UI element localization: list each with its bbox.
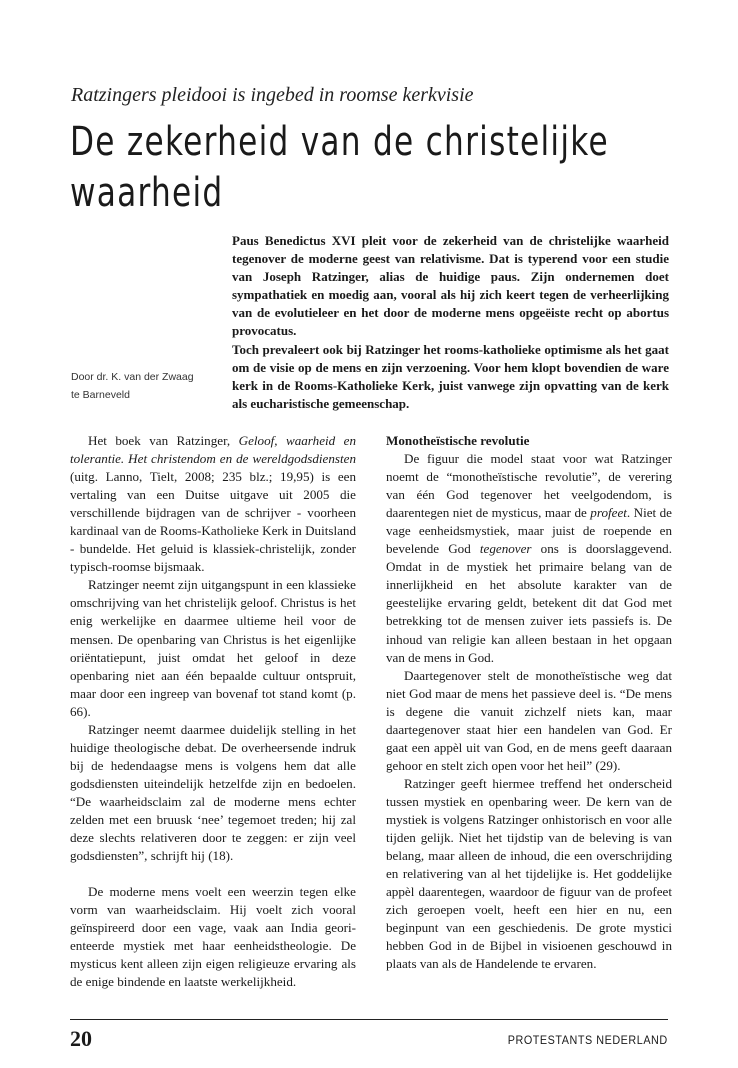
byline-location: te Barneveld: [71, 389, 130, 401]
page-number: 20: [70, 1026, 92, 1051]
body-paragraph: [386, 450, 672, 667]
article-kicker: Ratzingers pleidooi is ingebed in roomse kerkvisie: [71, 84, 474, 106]
text-run: De figuur die model staat voor wat Ratzinger noemt de “monotheïstische revolutie”, de verering van één God tegenover het veelgodendom, is daarentegen niet de mysticus, maar de: [386, 451, 672, 521]
emphasis: tegenover: [479, 541, 532, 557]
body-column-right: [386, 432, 672, 973]
body-paragraph: Ratzinger neemt zijn uitgangspunt in een klassieke omschrijving van het christelijk geloof. Christus is het enig werkelijke en daarmee ultieme heil voor de mensen. De openbaring van Christus is het eigenlijke oriëntatiepunt, juist omdat het geloof in deze openbaring niet aan één bepaalde cultuur ontspruit, maar door een ingreep van bovenaf tot stand komt (p. 66).: [70, 577, 356, 719]
lead-paragraph: Toch prevaleert ook bij Ratzinger het rooms-katholieke optimisme als het gaat om de visie op de mens en zijn verzoening. Voor hem klopt bovendien de ware kerk in de Rooms-Katholieke Kerk, juist vanwege zijn opvatting van de kerk als eucharistische gemeenschap.: [232, 341, 669, 411]
footer-rule: [70, 1019, 668, 1020]
byline-author: Door dr. K. van der Zwaag: [71, 371, 194, 383]
body-paragraph: De moderne mens voelt een weerzin tegen elke vorm van waarheidsclaim. Hij voelt zich vooral geïnspireerd door een vage, vaak aan India georienteerde mystiek met haar eenheidstheologie. De mysticus kent alleen zijn eigen religieuze ervaring als de enige bindende en laatste werkelijkheid.: [70, 884, 356, 990]
text-run: ons is doorslaggevend. Omdat in de mystiek het primaire belang van de innerlijkheid en het absolute karakter van de geestelijke ervaring geldt, betekent dit dat God met betrekking tot de mensen zuiver iets passiefs is. De inhoud van religie kan alleen bestaan in het opgaan van de mens in God.: [386, 541, 673, 665]
text-run: Het boek van Ratzinger,: [88, 433, 239, 448]
book-title: Geloof, waarheid en tolerantie. Het christendom en de wereldgodsdiensten: [70, 433, 356, 467]
body-paragraph: [70, 432, 356, 576]
body-paragraph: Ratzinger neemt daarmee duidelijk stelling in het huidige theologische debat. De overheersende indruk bij de hedendaagse mens is volgens hem dat alle godsdiensten uiteindelijk hetzelfde zijn en bedoelen. “De waarheidsclaim zal de moderne mens echter zelden met een bruusk ‘nee’ tegemoet treden; hij zal deze slechts relativeren door te zeggen: er zijn veel godsdiensten”, schrijft hij (18).: [70, 721, 356, 864]
body-paragraph: Daartegenover stelt de monotheïstische weg dat niet God maar de mens het passieve deel is. “De mens is degene die vanuit zichzelf niets kan, maar daartegenover staat hier een handelen van God. Er gaat een appèl uit van God, en de mens geeft daaraan gehoor en stelt zich open voor het heil” (29).: [386, 667, 672, 773]
text-run: . Niet de vage eenheidsmystiek, maar juist de roepende en bevelende God: [386, 505, 672, 557]
body-paragraph: Ratzinger geeft hiermee treffend het onderscheid tussen mystiek en openbaring weer. De kern van de mystiek is volgens Ratzinger onhistorisch en voor alle tijden gelijk. Niet het tijdstip van de beleving is van belang, maar alleen de inhoud, die een overschrijding en relativering van al het tijdelijke is. Het goddelijke appèl daarentegen, waardoor de figuur van de profeet zich geroepen voelt, heeft een hier en nu, een beginpunt van een geschiedenis. De grote mystici hebben God in de Bijbel in visioenen geschouwd in plaats van als de Handelende te ervaren.: [386, 775, 672, 972]
lead-paragraph: Paus Benedictus XVI pleit voor de zekerheid van de christelijke waarheid tegenover de moderne geest van relativisme. Dat is typerend voor een studie van Joseph Ratzinger, alias de huidige paus. Zijn ondernemen doet sympathatiek en moedig aan, vooral als hij zich keert tegen de verheerlijking van de evolutieleer en het door de moderne mens opgeëiste recht op abortus provocatus.: [232, 233, 669, 339]
magazine-name: PROTESTANTS NEDERLAND: [508, 1033, 668, 1047]
emphasis: profeet: [590, 505, 627, 521]
article-title: De zekerheid van de christelijke waarheid: [70, 119, 609, 216]
article-lead: [232, 232, 669, 413]
text-run: (uitg. Lanno, Tielt, 2008; 235 blz.; 19,95) is een vertaling van een Duitse uitgave uit 2005 die verschillende bijdragen van de schrijver - voorheen kardinaal van de Rooms-Katholieke Kerk in Duitsland - bundelde. Het geluid is klassiek-christelijk, zonder typisch-roomse bijsmaak.: [70, 469, 356, 575]
author-byline: [71, 368, 231, 404]
section-heading: Monotheïstische revolutie: [386, 433, 530, 448]
body-column-left: [70, 432, 356, 991]
